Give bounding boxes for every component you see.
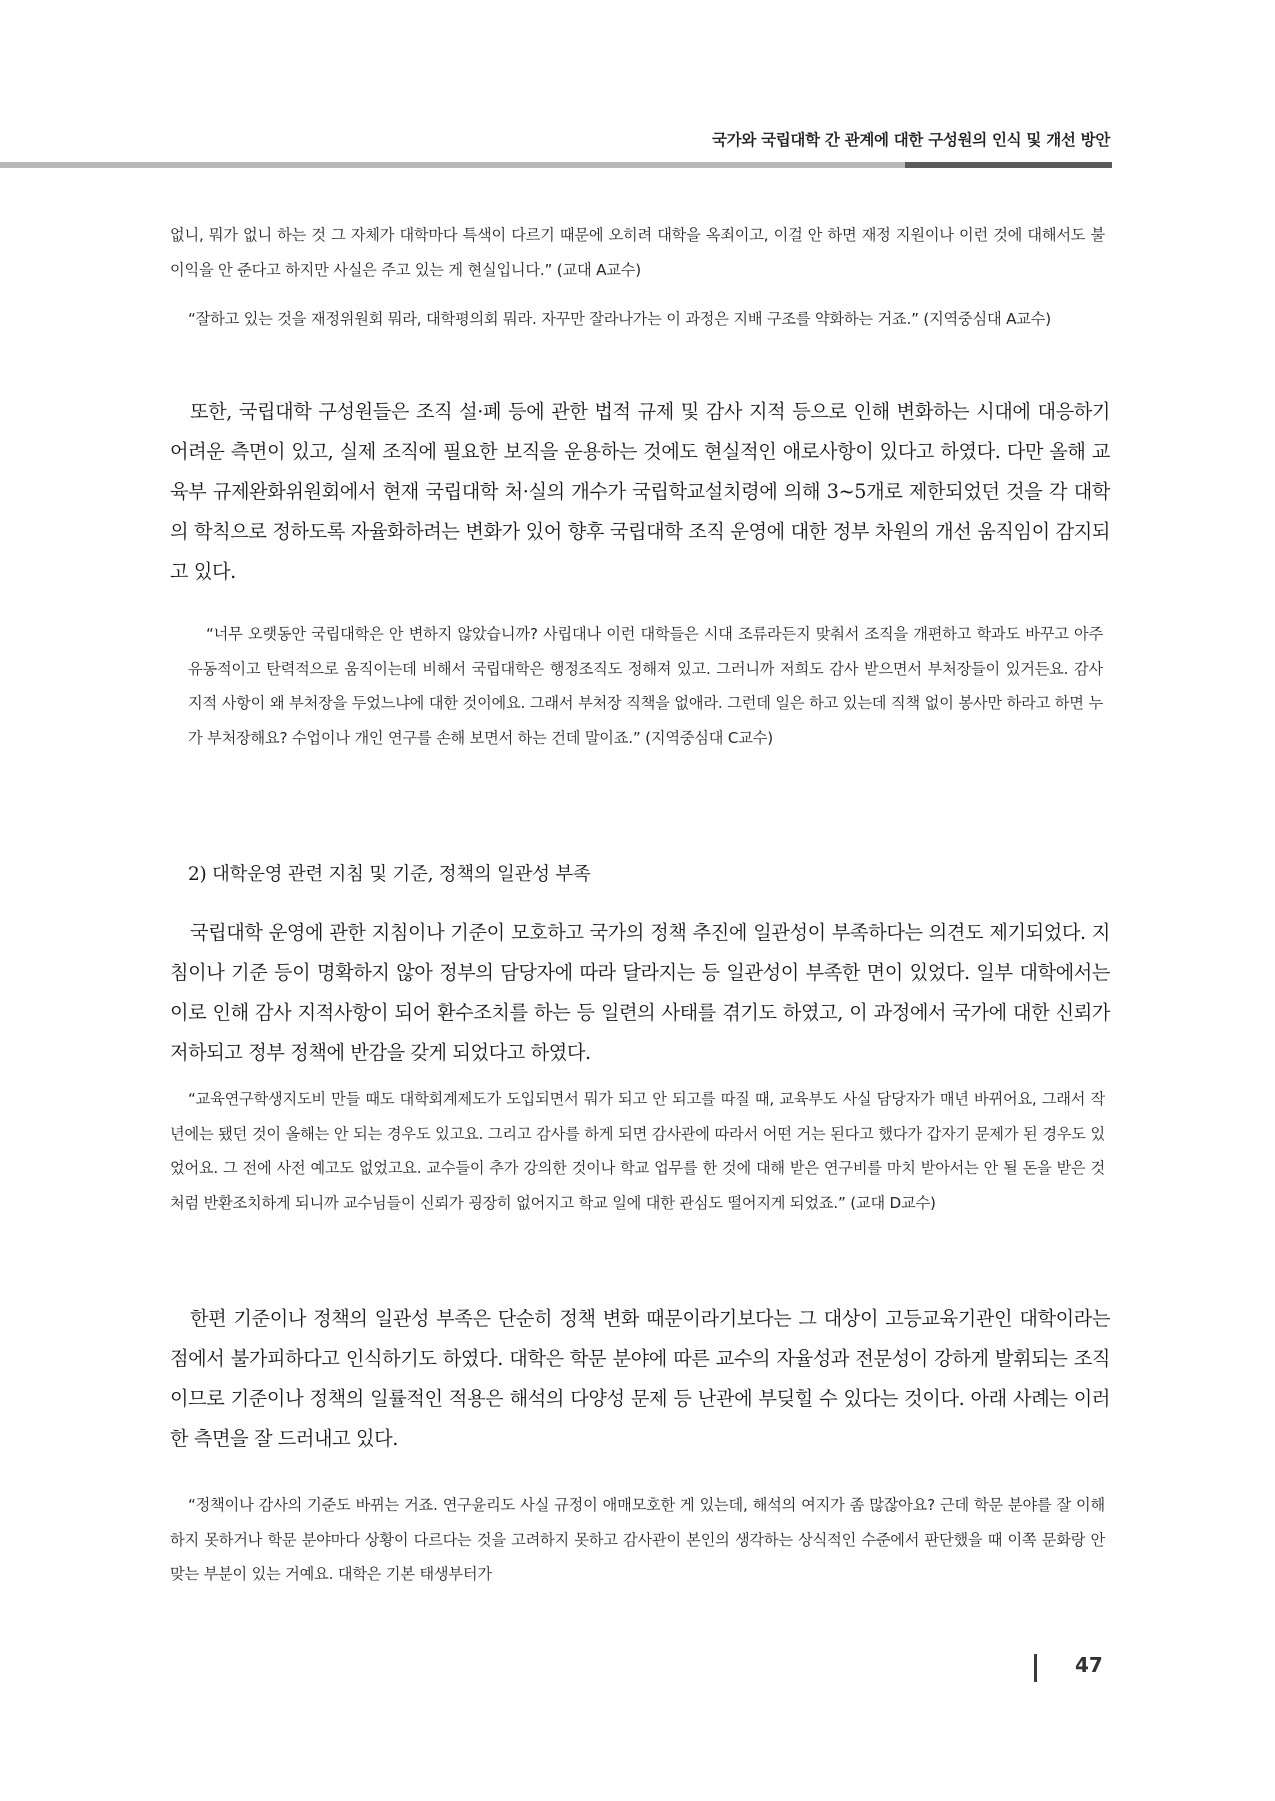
page-number-bar bbox=[1034, 1654, 1037, 1682]
body-paragraph: 또한, 국립대학 구성원들은 조직 설·폐 등에 관한 법적 규제 및 감사 지적 등으로 인해 변화하는 시대에 대응하기 어려운 측면이 있고, 실제 조직에 필요한 보직을 운용하는 것에도 현실적인 애로사항이 있다고 하였다. 다만 올해 교육부 규제완화위원회에서 현재 국립대학 처·실의 개수가 국립학교설치령에 의해 3~5개로 제한되었던 것을 각 대학의 학칙으로 정하도록 자율화하려는 변화가 있어 향후 국립대학 조직 운영에 대한 정부 차원의 개선 움직임이 감지되고 있다. bbox=[170, 400, 1110, 583]
interview-quote: “교육연구학생지도비 만들 때도 대학회계제도가 도입되면서 뭐가 되고 안 되고를 따질 때, 교육부도 사실 담당자가 매년 바뀌어요, 그래서 작년에는 됐던 것이 올해는 안 되는 경우도 있고요. 그리고 감사를 하게 되면 감사관에 따라서 어떤 거는 된다고 했다가 갑자기 문제가 된 경우도 있었어요. 그 전에 사전 예고도 없었고요. 교수들이 추가 강의한 것이나 학교 업무를 한 것에 대해 받은 연구비를 마치 받아서는 안 될 돈을 받은 것처럼 반환조치하게 되니까 교수님들이 신뢰가 굉장히 없어지고 학교 일에 대한 관심도 떨어지게 되었죠.” (교대 D교수) bbox=[170, 1090, 1105, 1212]
interview-quote: “잘하고 있는 것을 재정위원회 뭐라, 대학평의회 뭐라. 자꾸만 잘라나가는 이 과정은 지배 구조를 약화하는 거죠.” (지역중심대 A교수) bbox=[188, 310, 1051, 328]
header-rule-dark bbox=[905, 162, 1112, 168]
interview-quote: 없니, 뭐가 없니 하는 것 그 자체가 대학마다 특색이 다르기 때문에 오히려 대학을 옥죄이고, 이걸 안 하면 재정 지원이나 이런 것에 대해서도 불이익을 안 준다고 하지만 사실은 주고 있는 게 현실입니다.” (교대 A교수) bbox=[170, 226, 1105, 279]
interview-quote: “정책이나 감사의 기준도 바뀌는 거죠. 연구윤리도 사실 규정이 애매모호한 게 있는데, 해석의 여지가 좀 많잖아요? 근데 학문 분야를 잘 이해하지 못하거나 학문 분야마다 상황이 다르다는 것을 고려하지 못하고 감사관이 본인의 생각하는 상식적인 수준에서 판단했을 때 이쪽 문화랑 안 맞는 부분이 있는 거예요. 대학은 기본 태생부터가 bbox=[170, 1496, 1105, 1583]
page-number: 47 bbox=[1075, 1653, 1103, 1677]
header-rule-light bbox=[0, 162, 905, 168]
running-head: 국가와 국립대학 간 관계에 대한 구성원의 인식 및 개선 방안 bbox=[711, 131, 1110, 149]
body-paragraph: 한편 기준이나 정책의 일관성 부족은 단순히 정책 변화 때문이라기보다는 그 대상이 고등교육기관인 대학이라는 점에서 불가피하다고 인식하기도 하였다. 대학은 학문 분야에 따른 교수의 자율성과 전문성이 강하게 발휘되는 조직이므로 기준이나 정책의 일률적인 적용은 해석의 다양성 문제 등 난관에 부딪힐 수 있다는 것이다. 아래 사례는 이러한 측면을 잘 드러내고 있다. bbox=[170, 1307, 1110, 1450]
section-heading: 2) 대학운영 관련 지침 및 기준, 정책의 일관성 부족 bbox=[188, 864, 591, 885]
body-paragraph: 국립대학 운영에 관한 지침이나 기준이 모호하고 국가의 정책 추진에 일관성이 부족하다는 의견도 제기되었다. 지침이나 기준 등이 명확하지 않아 정부의 담당자에 따라 달라지는 등 일관성이 부족한 면이 있었다. 일부 대학에서는 이로 인해 감사 지적사항이 되어 환수조치를 하는 등 일련의 사태를 겪기도 하였고, 이 과정에서 국가에 대한 신뢰가 저하되고 정부 정책에 반감을 갖게 되었다고 하였다. bbox=[170, 921, 1110, 1064]
interview-quote: “너무 오랫동안 국립대학은 안 변하지 않았습니까? 사립대나 이런 대학들은 시대 조류라든지 맞춰서 조직을 개편하고 학과도 바꾸고 아주 유동적이고 탄력적으로 움직이는데 비해서 국립대학은 행정조직도 정해져 있고. 그러니까 저희도 감사 받으면서 부처장들이 있거든요. 감사 지적 사항이 왜 부처장을 두었느냐에 대한 것이에요. 그래서 부처장 직책을 없애라. 그런데 일은 하고 있는데 직책 없이 봉사만 하라고 하면 누가 부처장해요? 수업이나 개인 연구를 손해 보면서 하는 건데 말이죠.” (지역중심대 C교수) bbox=[188, 625, 1103, 747]
